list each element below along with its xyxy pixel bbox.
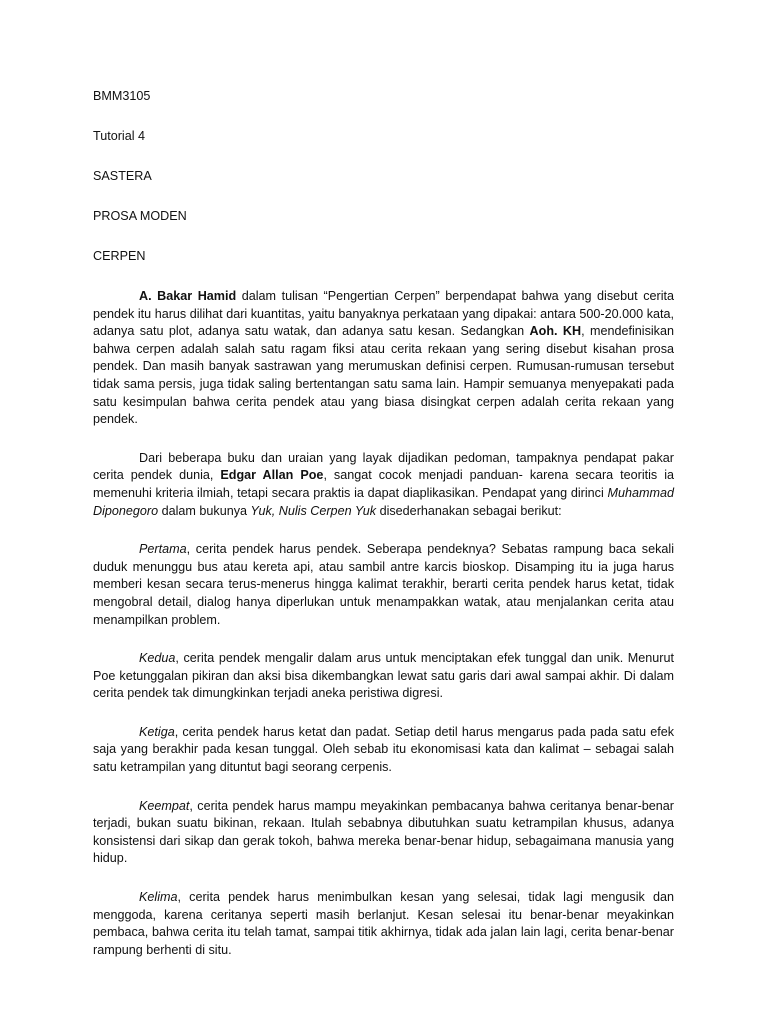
course-code: BMM3105 xyxy=(93,89,151,103)
paragraph-pertama xyxy=(93,541,674,629)
point-lead: Kelima xyxy=(139,890,178,905)
paragraph-poe xyxy=(93,450,674,520)
paragraph-keempat xyxy=(93,798,674,868)
author-name: A. Bakar Hamid xyxy=(139,289,237,303)
paragraph-definition xyxy=(93,288,674,429)
point-lead: Pertama xyxy=(139,542,187,557)
section-heading-prosa: PROSA MODEN xyxy=(93,209,187,223)
paragraph-text: , mendefinisikan bahwa cerpen adalah salah satu ragam fiksi atau cerita rekaan yang sering disebut kisahan prosa pendek. Dan masih banyak sastrawan yang merumuskan definisi cerpen. Rumusan-rumusan tersebut tidak sama persis, juga tidak saling bertentangan satu sama lain. Hampir semuanya menyepakati pada satu kesimpulan bahwa cerita pendek atau yang biasa disingkat cerpen adalah cerita rekaan yang pendek. xyxy=(93,324,674,427)
paragraph-text: , cerita pendek mengalir dalam arus untuk menciptakan efek tunggal dan unik. Menurut Poe ketunggalan pikiran dan aksi bisa dikembangkan lewat satu garis dari awal sampai akhir. Di dalam cerita pendek tak dimungkinkan terjadi aneka peristiwa digresi. xyxy=(93,651,674,701)
paragraph-text: dalam bukunya xyxy=(158,503,251,518)
point-lead: Kedua xyxy=(139,651,176,666)
paragraph-ketiga xyxy=(93,724,674,777)
paragraph-kedua xyxy=(93,650,674,703)
section-heading-sastera: SASTERA xyxy=(93,169,152,183)
paragraph-text: , cerita pendek harus pendek. Seberapa pendeknya? Sebatas rampung baca sekali duduk menunggu bus atau kereta api, atau sambil antre karcis bioskop. Disamping itu ia juga harus memberi kesan secara terus-menerus hingga kalimat terakhir, berarti cerita pendek harus ketat, tidak mengobral detail, dialog hanya diperlukan untuk menampakkan watak, atau menjalankan cerita atau menampilkan problem. xyxy=(93,542,674,627)
paragraph-text: , cerita pendek harus ketat dan padat. Setiap detil harus mengarus pada pada satu efek saja yang berakhir pada kesan tunggal. Oleh sebab itu ekonomisasi kata dan kalimat – sebagai salah satu ketrampilan yang dituntut bagi seorang cerpenis. xyxy=(93,724,674,775)
paragraph-text: , cerita pendek harus menimbulkan kesan yang selesai, tidak lagi mengusik dan menggoda, karena ceritanya seperti masih berlanjut. Kesan selesai itu benar-benar meyakinkan pembaca, bahwa cerita itu telah tamat, sampai titik akhirnya, tidak ada jalan lain lagi, cerita benar-benar rampung berhenti di situ. xyxy=(93,890,674,957)
document-body xyxy=(93,88,674,980)
section-heading-cerpen: CERPEN xyxy=(93,249,146,263)
paragraph-kelima xyxy=(93,889,674,959)
author-name: Aoh. KH xyxy=(529,324,582,339)
author-name: Edgar Allan Poe xyxy=(220,468,324,483)
point-lead: Ketiga xyxy=(139,724,175,739)
paragraph-text: disederhanakan sebagai berikut: xyxy=(376,503,562,518)
paragraph-text: , cerita pendek harus mampu meyakinkan pembacanya bahwa ceritanya benar-benar terjadi, bukan suatu bikinan, rekaan. Itulah sebabnya dibutuhkan suatu ketrampilan khusus, adanya konsistensi dari sikap dan gerak tokoh, bahwa mereka benar-benar hidup, sebagaimana manusia yang hidup. xyxy=(93,798,674,866)
point-lead: Keempat xyxy=(139,798,190,813)
author-name: Muhammad Diponegoro xyxy=(93,485,674,518)
paragraph-text: , sangat cocok menjadi panduan- karena secara teoritis ia memenuhi kriteria ilmiah, tetapi secara praktis ia dapat diaplikasikan. Pendapat yang dirinci xyxy=(93,468,674,500)
paragraph-text: Dari beberapa buku dan uraian yang layak dijadikan pedoman, tampaknya pendapat pakar cerita pendek dunia, xyxy=(93,450,674,483)
book-title: Yuk, Nulis Cerpen Yuk xyxy=(250,503,377,518)
paragraph-text: dalam tulisan “Pengertian Cerpen” berpendapat bahwa yang disebut cerita pendek itu harus dilihat dari kuantitas, yaitu banyaknya perkataan yang dipakai: antara 500-20.000 kata, adanya satu plot, adanya satu watak, dan adanya satu kesan. Sedangkan xyxy=(93,289,674,339)
tutorial-heading: Tutorial 4 xyxy=(93,129,146,143)
